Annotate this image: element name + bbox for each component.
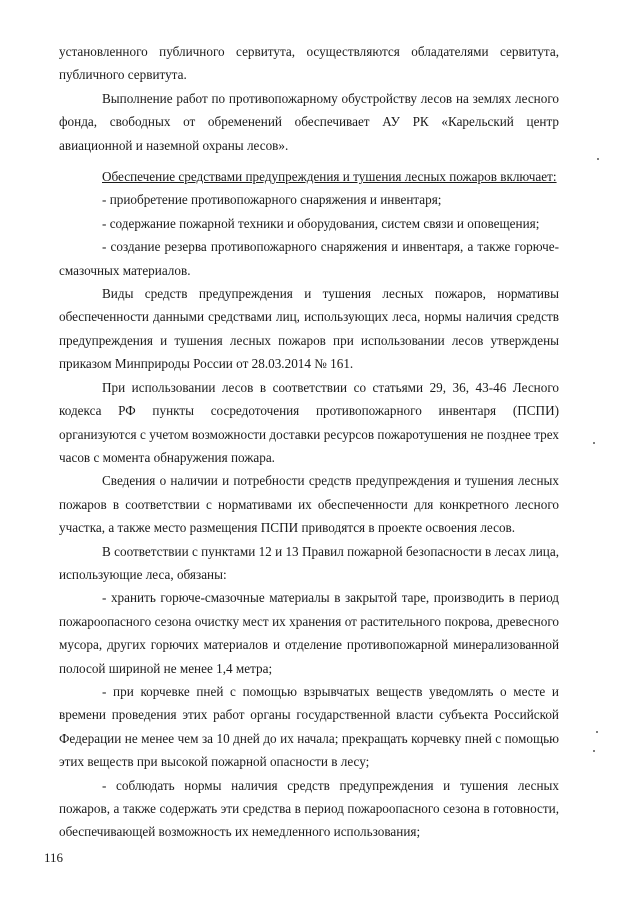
list-item: - создание резерва противопожарного снаряжения и инвентаря, а также горюче-смазочных материалов. — [59, 239, 559, 278]
list-item: - приобретение противопожарного снаряжения и инвентаря; — [102, 192, 442, 208]
paragraph-heading-underlined: Обеспечение средствами предупреждения и тушения лесных пожаров включает: — [102, 169, 557, 185]
list-item: - при корчевке пней с помощью взрывчатых веществ уведомлять о месте и времени проведения этих работ органы государственной власти субъекта Российской Федерации не менее чем за 10 дней до их начала; прекращать корчевку пней с помощью этих веществ при высокой пожарной опасности в лесу; — [59, 683, 559, 770]
paragraph-fire-works: Выполнение работ по противопожарному обустройству лесов на землях лесного фонда, свободных от обременений обеспечивает АУ РК «Карельский центр авиационной и наземной охраны лесов». — [59, 90, 559, 153]
paragraph-norms: Виды средств предупреждения и тушения лесных пожаров, нормативы обеспеченности данными средствами лиц, использующих леса, нормы наличия средств предупреждения и тушения лесных пожаров при использовании лесов утверждены приказом Минприроды России от 28.03.2014 № 161. — [59, 286, 559, 372]
page-number: 116 — [44, 850, 64, 865]
scan-speck — [597, 158, 599, 160]
paragraph-rules: В соответствии с пунктами 12 и 13 Правил пожарной безопасности в лесах лица, использующие леса, обязаны: — [59, 543, 559, 582]
scan-speck — [593, 442, 595, 444]
list-item: - соблюдать нормы наличия средств предупреждения и тушения лесных пожаров, а также содержать эти средства в период пожароопасного сезона в готовности, обеспечивающей возможность их немедленного использования; — [59, 777, 559, 840]
list-item: - содержание пожарной техники и оборудования, систем связи и оповещения; — [102, 215, 540, 231]
paragraph-info: Сведения о наличии и потребности средств предупреждения и тушения лесных пожаров в соответствии с нормативами их обеспеченности для конкретного лесного участка, а также место размещения ПСПИ приводятся в проекте освоения лесов. — [59, 473, 559, 536]
body-text — [59, 40, 559, 844]
paragraph-continuation: установленного публичного сервитута, осуществляются обладателями сервитута, публичного сервитута. — [59, 44, 559, 83]
scan-speck — [593, 750, 595, 752]
paragraph-pspi: При использовании лесов в соответствии со статьями 29, 36, 43-46 Лесного кодекса РФ пункты сосредоточения противопожарного инвентаря (ПСПИ) организуются с учетом возможности доставки ресурсов пожаротушения не позднее трех часов с момента обнаружения пожара. — [59, 379, 559, 465]
list-item: - хранить горюче-смазочные материалы в закрытой таре, производить в период пожароопасного сезона очистку мест их хранения от растительного покрова, древесного мусора, других горючих материалов и отделение противопожарной минерализованной полосой шириной не менее 1,4 метра; — [59, 590, 559, 676]
scan-speck — [596, 731, 598, 733]
